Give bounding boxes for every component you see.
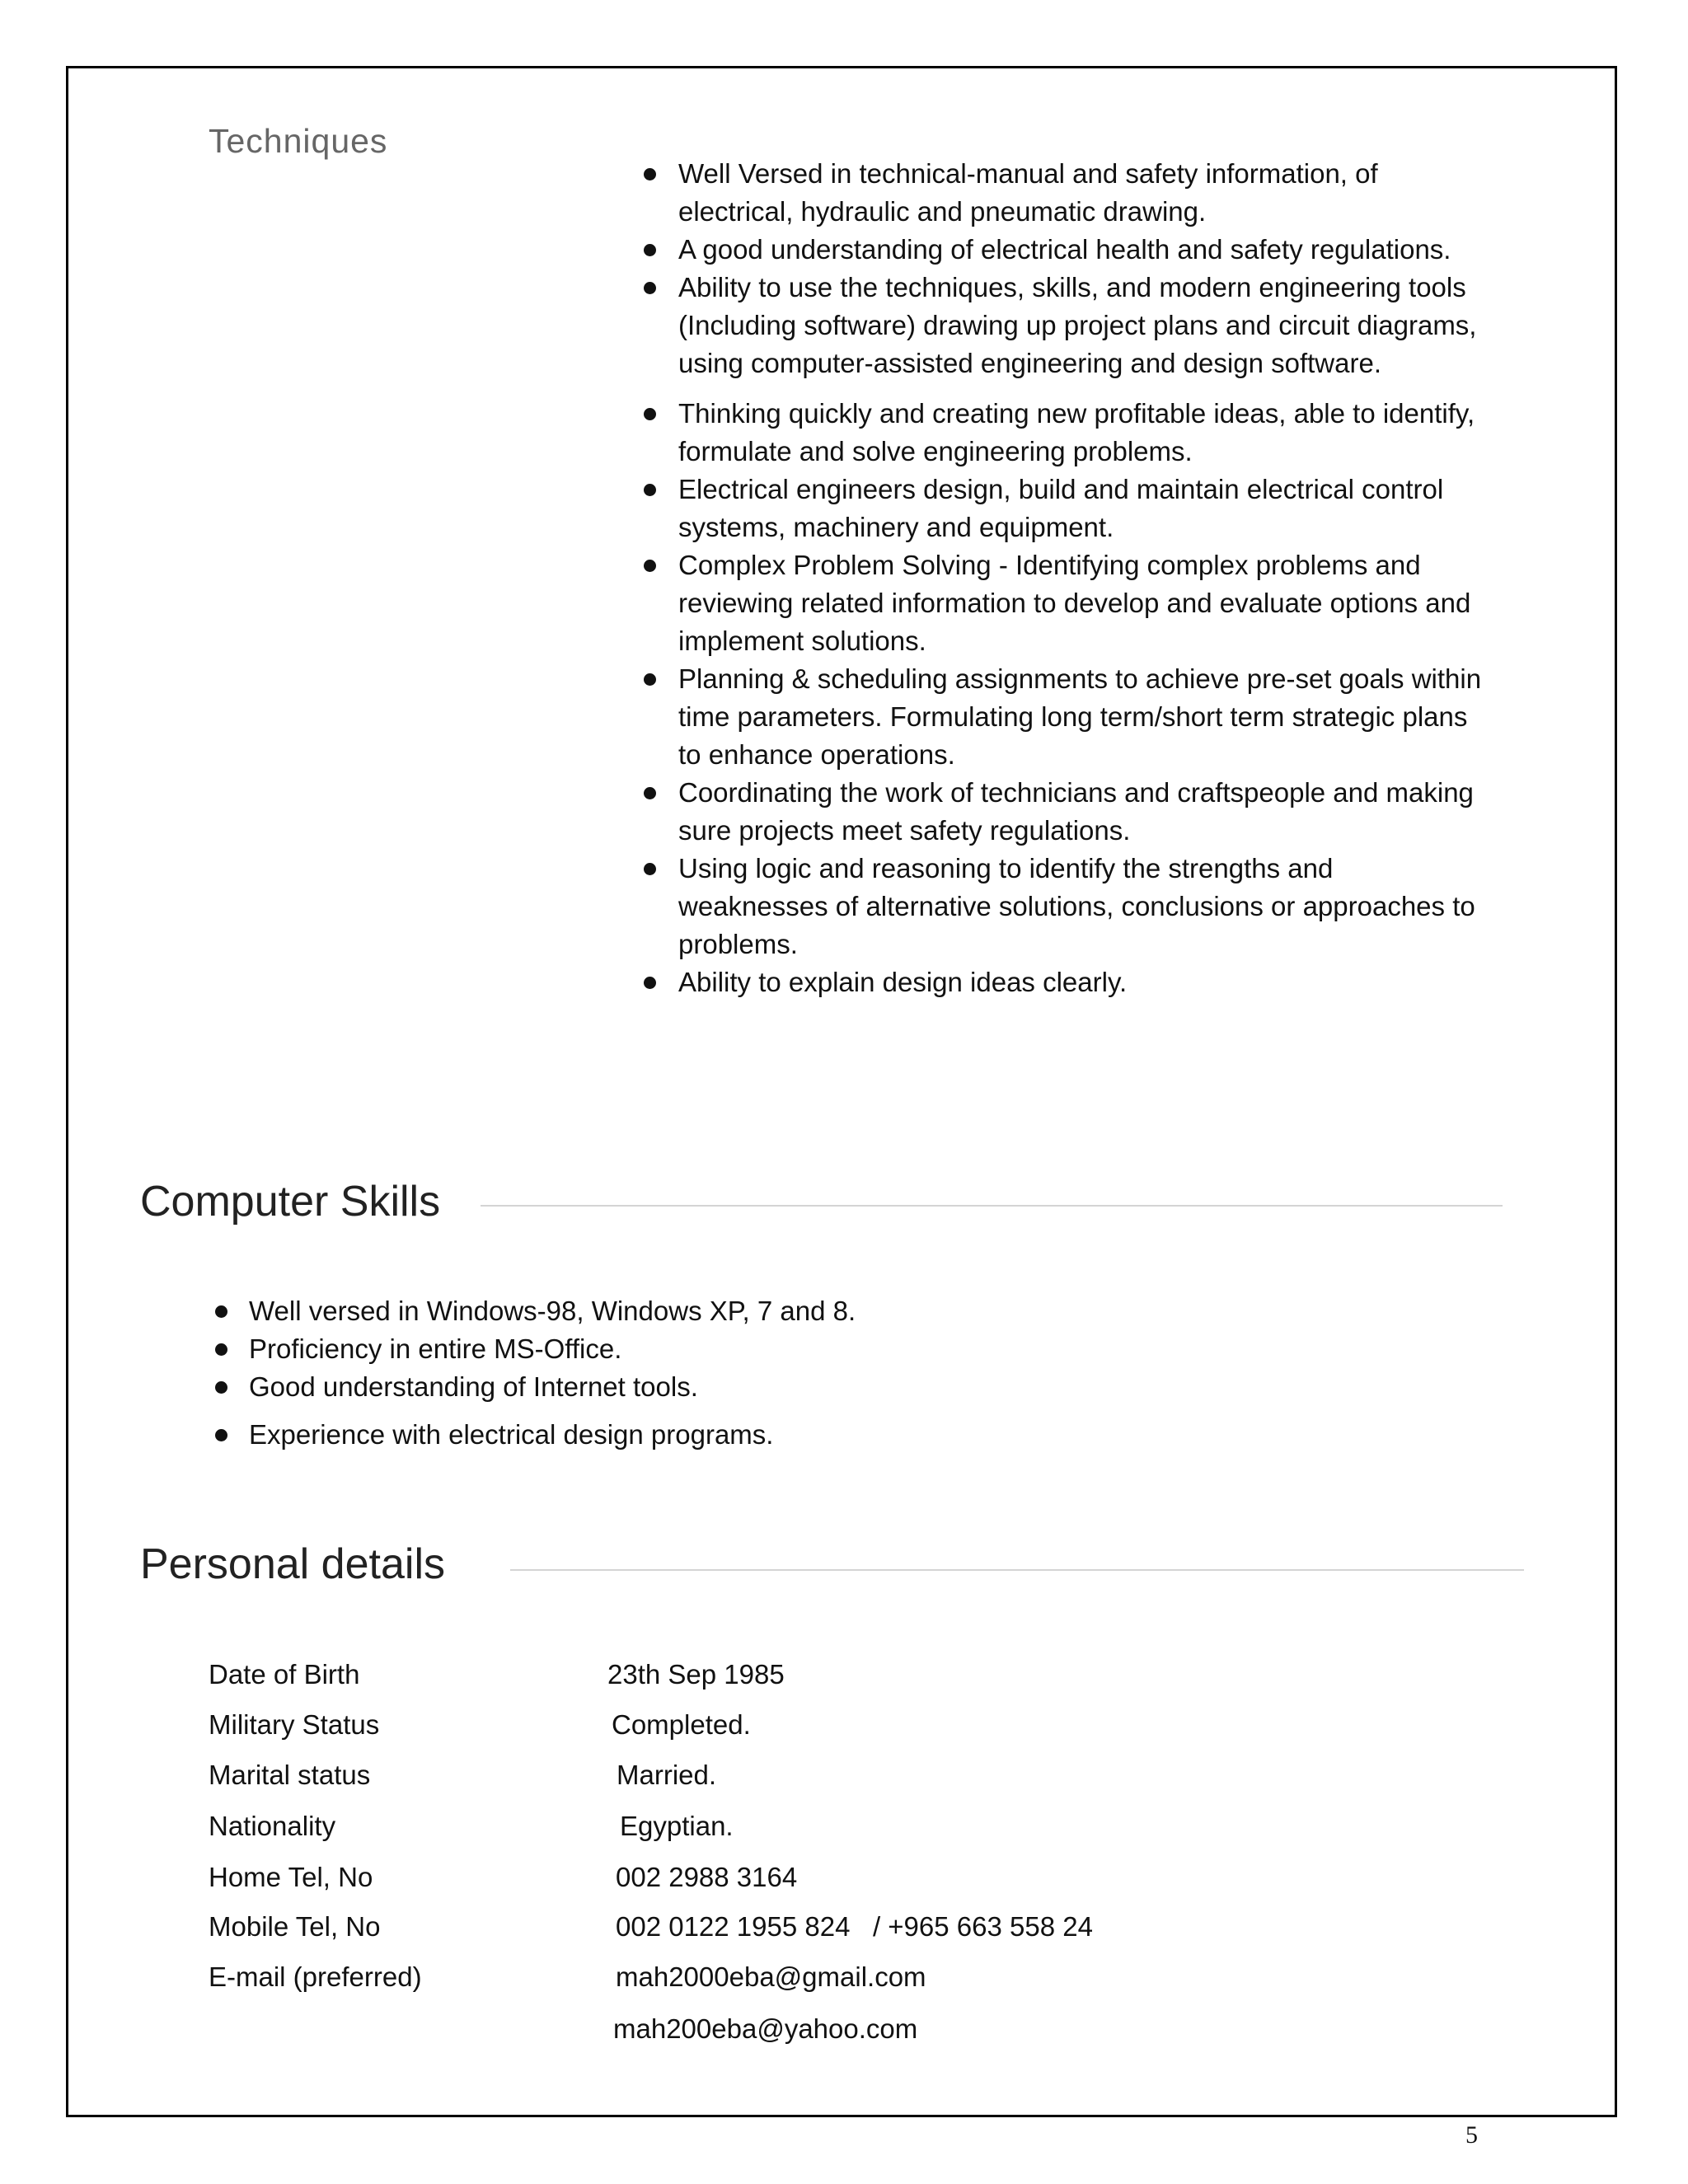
detail-value: Egyptian. [620,1811,734,1841]
list-item: Complex Problem Solving - Identifying complex problems and reviewing related information to develop and evaluate options and implement solutions. [678,546,1486,660]
list-item: Ability to explain design ideas clearly. [678,963,1486,1001]
techniques-label: Techniques [209,122,388,160]
computer-skills-list [249,1292,1320,1454]
section-divider [510,1569,1524,1571]
computer-skills-heading: Computer Skills [140,1178,441,1226]
list-item: Electrical engineers design, build and maintain electrical control systems, machinery and equipment. [678,471,1486,546]
detail-value: Married. [617,1760,717,1790]
detail-label: Home Tel, No [209,1862,373,1892]
list-item: Ability to use the techniques, skills, and modern engineering tools (Including software) drawing up project plans and circuit diagrams, using computer-assisted engineering and design software. [678,269,1486,382]
list-item: Coordinating the work of technicians and craftspeople and making sure projects meet safety regulations. [678,774,1486,850]
list-item: Thinking quickly and creating new profitable ideas, able to identify, formulate and solve engineering problems. [678,395,1486,471]
list-item: A good understanding of electrical health and safety regulations. [678,231,1486,269]
detail-value: 23th Sep 1985 [607,1659,785,1690]
detail-label: E-mail (preferred) [209,1961,422,1992]
list-item: Well Versed in technical-manual and safety information, of electrical, hydraulic and pneumatic drawing. [678,155,1486,231]
email-link[interactable]: mah2000eba@gmail.com [616,1961,926,1992]
list-item: Using logic and reasoning to identify the strengths and weaknesses of alternative solutions, conclusions or approaches to problems. [678,850,1486,963]
detail-label: Date of Birth [209,1659,360,1690]
page-number: 5 [1465,2121,1478,2149]
detail-label: Mobile Tel, No [209,1911,381,1942]
techniques-list [678,155,1486,1001]
detail-value: 002 0122 1955 824 / +965 663 558 24 [616,1911,1093,1942]
detail-label: Marital status [209,1760,371,1790]
detail-value: Completed. [612,1709,751,1740]
email-link[interactable]: mah200eba@yahoo.com [613,2013,918,2044]
list-item: Planning & scheduling assignments to achieve pre-set goals within time parameters. Formulating long term/short term strategic plans to enhance operations. [678,660,1486,774]
detail-value: 002 2988 3164 [616,1862,798,1892]
list-item: Proficiency in entire MS-Office. [249,1330,1320,1368]
list-item: Well versed in Windows-98, Windows XP, 7 and 8. [249,1292,1320,1330]
detail-label: Nationality [209,1811,336,1841]
detail-label: Military Status [209,1709,380,1740]
list-item: Experience with electrical design programs. [249,1416,1320,1454]
section-divider [481,1205,1503,1207]
list-item: Good understanding of Internet tools. [249,1368,1320,1406]
personal-details-heading: Personal details [140,1540,445,1588]
